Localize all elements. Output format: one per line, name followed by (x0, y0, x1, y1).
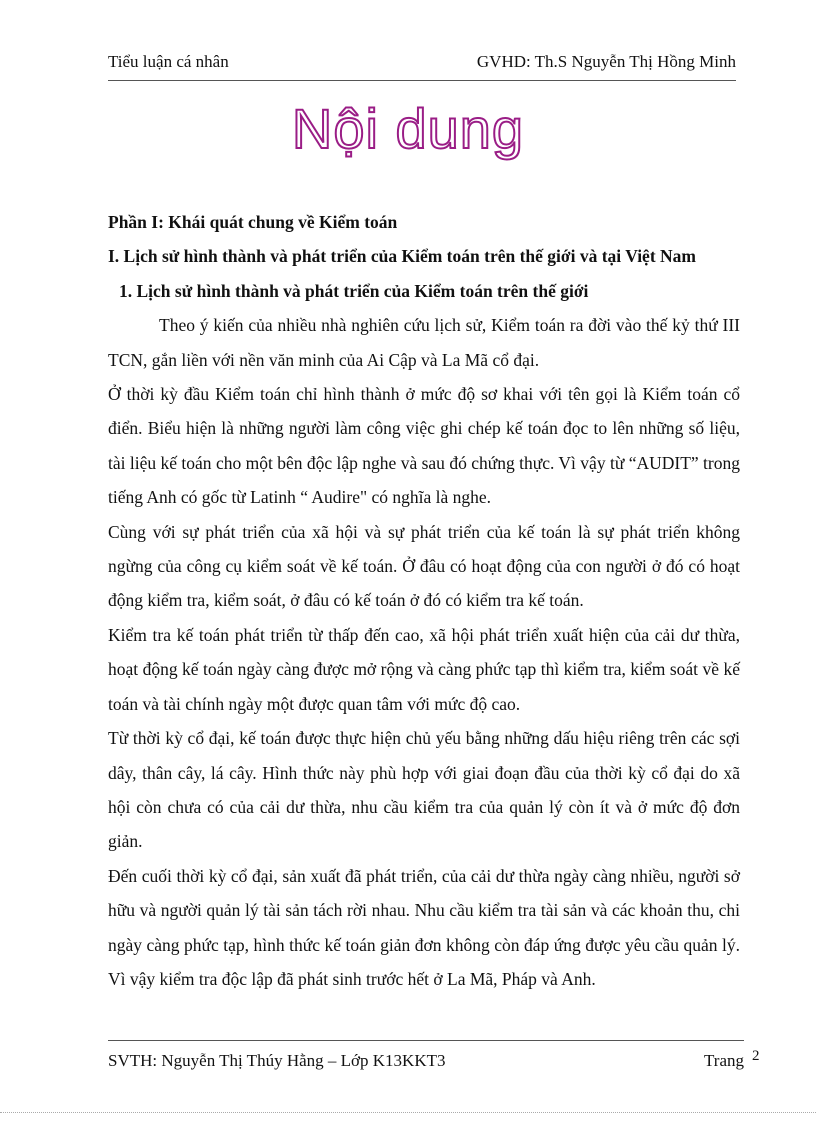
page-footer (108, 1040, 744, 1081)
subsection-heading: 1. Lịch sử hình thành và phát triển của Kiểm toán trên thế giới (119, 280, 589, 301)
paragraph: Theo ý kiến của nhiều nhà nghiên cứu lịch sử, Kiểm toán ra đời vào thế kỷ thứ III TCN, gắn liền với nền văn minh của Ai Cập và La Mã cổ đại. (108, 315, 740, 370)
page-header (108, 52, 736, 81)
paragraph: Từ thời kỳ cổ đại, kế toán được thực hiện chủ yếu bằng những dấu hiệu riêng trên các sợi dây, thân cây, lá cây. Hình thức này phù hợp với giai đoạn đầu của thời kỳ cổ đại do xã hội còn chưa có của cải dư thừa, nhu cầu kiểm tra của quản lý còn ít và ở mức độ đơn giản. (108, 728, 740, 852)
page-bottom-divider (0, 1112, 816, 1113)
part-heading: Phần I: Khái quát chung về Kiểm toán (108, 212, 398, 232)
paragraph: Đến cuối thời kỳ cổ đại, sản xuất đã phát triển, của cải dư thừa ngày càng nhiều, người sở hữu và người quản lý tài sản tách rời nhau. Nhu cầu kiểm tra tài sản và các khoản thu, chi ngày càng phức tạp, hình thức kế toán giản đơn không còn đáp ứng được yêu cầu quản lý. Vì vậy kiểm tra độc lập đã phát sinh trước hết ở La Mã, Pháp và Anh. (108, 865, 740, 989)
paragraph: Ở thời kỳ đầu Kiểm toán chỉ hình thành ở mức độ sơ khai với tên gọi là Kiểm toán cổ điển. Biểu hiện là những người làm công việc ghi chép kế toán đọc to lên những số liệu, tài liệu kế toán cho một bên độc lập nghe và sau đó chứng thực. Vì vậy từ “AUDIT” trong tiếng Anh có gốc từ Latinh “ Audire" có nghĩa là nghe. (108, 384, 740, 508)
footer-student-info: SVTH: Nguyễn Thị Thúy Hằng – Lớp K13KKT3 (108, 1051, 446, 1070)
page-title: Nội dung (291, 97, 525, 160)
page-number: 2 (752, 1048, 760, 1064)
footer-page-label: Trang (704, 1051, 744, 1070)
header-instructor: GVHD: Th.S Nguyễn Thị Hồng Minh (476, 52, 736, 71)
paragraph: Cùng với sự phát triển của xã hội và sự phát triển của kế toán là sự phát triển không ngừng của công cụ kiểm soát về kế toán. Ở đâu có hoạt động của con người ở đó có hoạt động kiểm tra, kiểm soát, ở đâu có kế toán ở đó có kiểm tra kế toán. (108, 521, 740, 611)
main-content (108, 205, 740, 996)
section-heading: I. Lịch sử hình thành và phát triển của Kiểm toán trên thế giới và tại Việt Nam (108, 246, 696, 267)
header-course-label: Tiểu luận cá nhân (108, 52, 229, 71)
paragraph: Kiểm tra kế toán phát triển từ thấp đến cao, xã hội phát triển xuất hiện của cải dư thừa, hoạt động kế toán ngày càng được mở rộng và càng phức tạp thì kiểm tra, kiểm soát về kế toán và tài chính ngày một được quan tâm với mức độ cao. (108, 624, 740, 714)
